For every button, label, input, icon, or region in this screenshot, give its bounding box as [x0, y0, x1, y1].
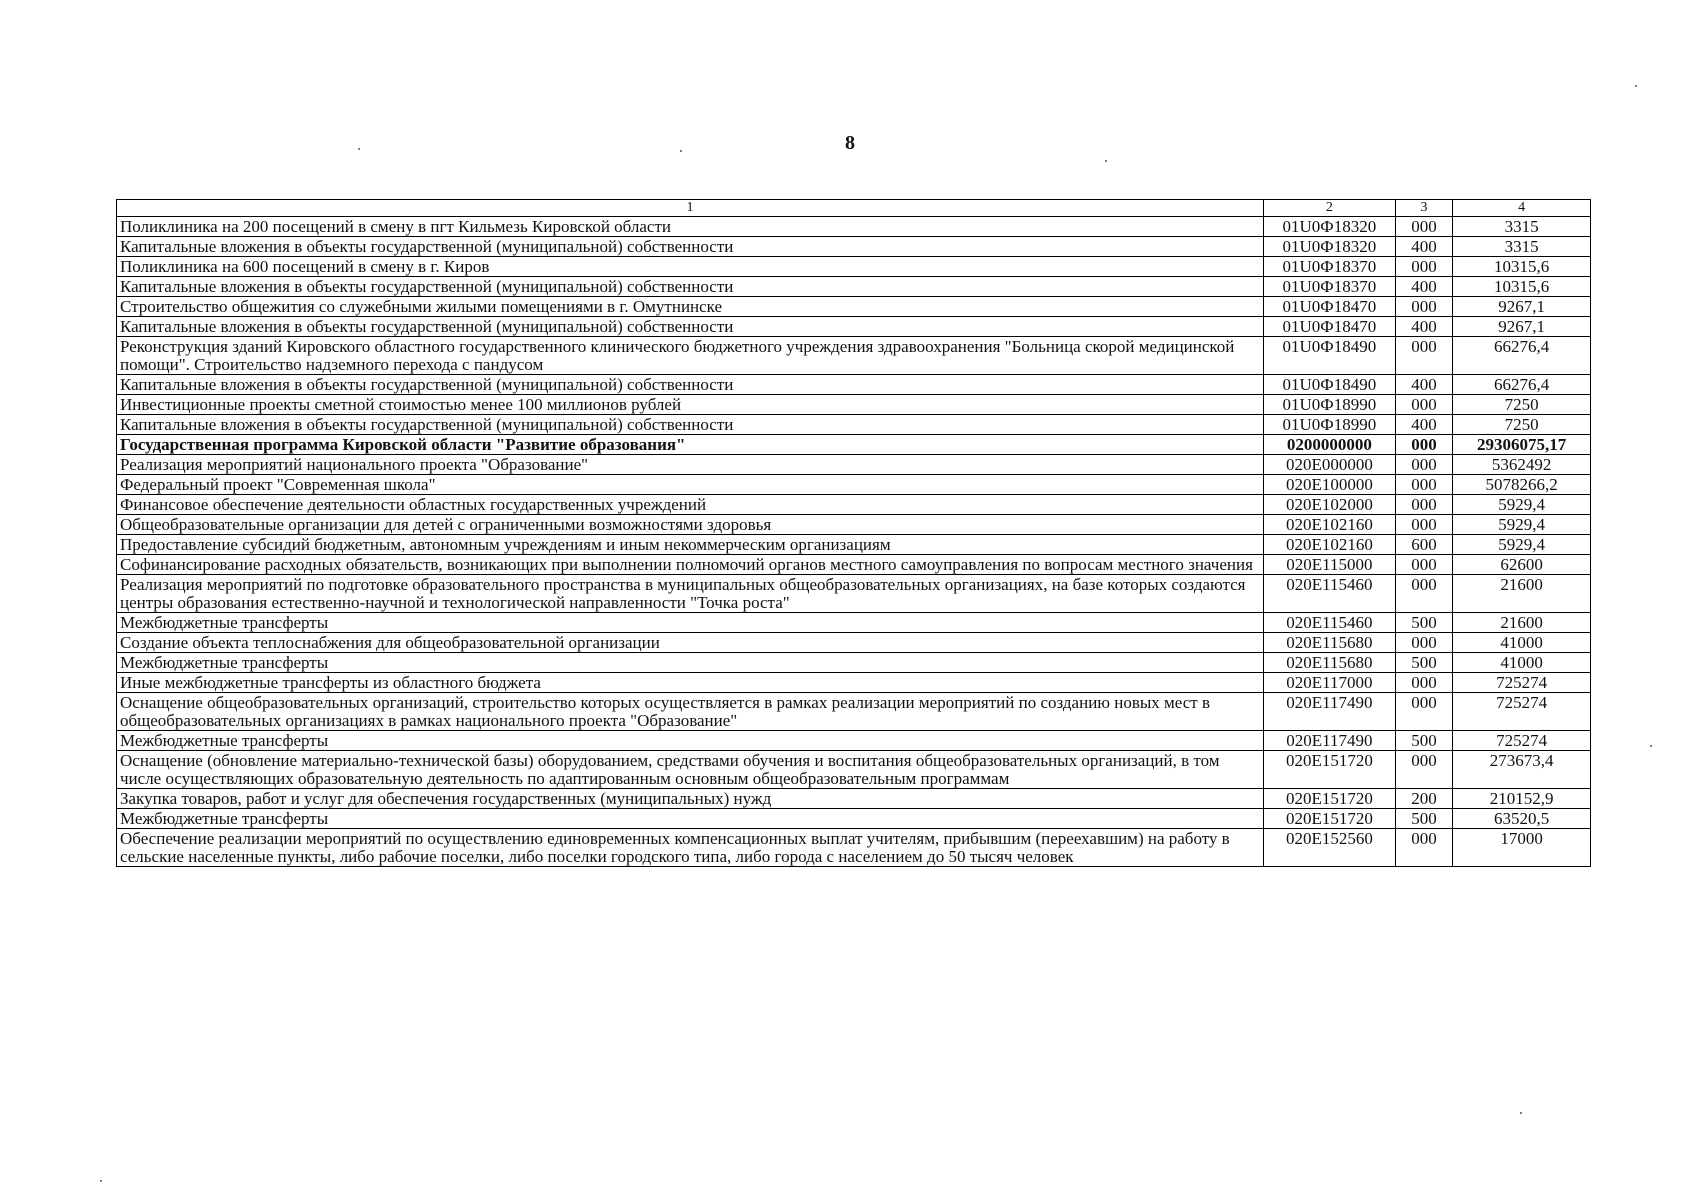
- table-row: [117, 317, 1591, 337]
- page-number: 8: [845, 132, 855, 154]
- row-amount: 41000: [1453, 653, 1591, 673]
- row-type-code: 500: [1395, 809, 1452, 829]
- table-row: [117, 415, 1591, 435]
- row-amount: 21600: [1453, 575, 1591, 613]
- table-row: [117, 455, 1591, 475]
- row-amount: 62600: [1453, 555, 1591, 575]
- row-amount: 5078266,2: [1453, 475, 1591, 495]
- row-code: 020E151720: [1264, 789, 1396, 809]
- scan-speck: [358, 148, 360, 150]
- row-amount: 5929,4: [1453, 495, 1591, 515]
- table-row: [117, 673, 1591, 693]
- row-code: 020E115460: [1264, 613, 1396, 633]
- row-name: Создание объекта теплоснабжения для общеобразовательной организации: [117, 633, 1264, 653]
- row-code: 020E152560: [1264, 829, 1396, 867]
- row-name: Общеобразовательные организации для детей с ограниченными возможностями здоровья: [117, 515, 1264, 535]
- row-code: 01U0Ф18490: [1264, 337, 1396, 375]
- row-name: Обеспечение реализации мероприятий по осуществлению единовременных компенсационных выплат учителям, прибывшим (переехавшим) на работу в сельские населенные пункты, либо рабочие поселки, либо поселки городского типа, либо города с населением до 50 тысяч человек: [117, 829, 1264, 867]
- row-type-code: 000: [1395, 455, 1452, 475]
- scan-speck: [1635, 85, 1637, 87]
- row-amount: 725274: [1453, 731, 1591, 751]
- row-type-code: 400: [1395, 375, 1452, 395]
- table-row: [117, 375, 1591, 395]
- row-amount: 29306075,17: [1453, 435, 1591, 455]
- table-row: [117, 277, 1591, 297]
- row-name: Софинансирование расходных обязательств, возникающих при выполнении полномочий органов местного самоуправления по вопросам местного значения: [117, 555, 1264, 575]
- row-amount: 5929,4: [1453, 535, 1591, 555]
- row-type-code: 500: [1395, 653, 1452, 673]
- table-row: [117, 575, 1591, 613]
- row-amount: 41000: [1453, 633, 1591, 653]
- row-code: 01U0Ф18320: [1264, 237, 1396, 257]
- table-header-row: [117, 200, 1591, 217]
- row-type-code: 000: [1395, 751, 1452, 789]
- row-code: 020E115680: [1264, 653, 1396, 673]
- table-row: [117, 297, 1591, 317]
- row-type-code: 000: [1395, 555, 1452, 575]
- row-amount: 21600: [1453, 613, 1591, 633]
- table-row: [117, 257, 1591, 277]
- table-row: [117, 555, 1591, 575]
- table-row: [117, 435, 1591, 455]
- row-type-code: 000: [1395, 515, 1452, 535]
- row-code: 020E117490: [1264, 731, 1396, 751]
- row-amount: 10315,6: [1453, 257, 1591, 277]
- table-row: [117, 495, 1591, 515]
- row-type-code: 000: [1395, 495, 1452, 515]
- row-code: 020E117490: [1264, 693, 1396, 731]
- row-type-code: 000: [1395, 337, 1452, 375]
- row-code: 020E100000: [1264, 475, 1396, 495]
- row-name: Поликлиника на 200 посещений в смену в пгт Кильмезь Кировской области: [117, 217, 1264, 237]
- row-type-code: 000: [1395, 673, 1452, 693]
- row-amount: 10315,6: [1453, 277, 1591, 297]
- row-name: Реализация мероприятий национального проекта "Образование": [117, 455, 1264, 475]
- row-name: Капитальные вложения в объекты государственной (муниципальной) собственности: [117, 277, 1264, 297]
- row-code: 020E000000: [1264, 455, 1396, 475]
- row-amount: 5929,4: [1453, 515, 1591, 535]
- table-row: [117, 809, 1591, 829]
- row-code: 01U0Ф18370: [1264, 277, 1396, 297]
- row-type-code: 400: [1395, 317, 1452, 337]
- row-code: 01U0Ф18490: [1264, 375, 1396, 395]
- row-code: 020E102000: [1264, 495, 1396, 515]
- header-col-2: 2: [1264, 200, 1396, 217]
- row-amount: 9267,1: [1453, 297, 1591, 317]
- row-name: Межбюджетные трансферты: [117, 653, 1264, 673]
- table-row: [117, 829, 1591, 867]
- table-row: [117, 337, 1591, 375]
- row-name: Капитальные вложения в объекты государственной (муниципальной) собственности: [117, 317, 1264, 337]
- row-name: Оснащение общеобразовательных организаций, строительство которых осуществляется в рамках реализации мероприятий по созданию новых мест в общеобразовательных организациях в рамках национального проекта "Образование": [117, 693, 1264, 731]
- row-type-code: 000: [1395, 575, 1452, 613]
- row-name: Межбюджетные трансферты: [117, 613, 1264, 633]
- row-code: 01U0Ф18370: [1264, 257, 1396, 277]
- row-name: Капитальные вложения в объекты государственной (муниципальной) собственности: [117, 375, 1264, 395]
- row-amount: 725274: [1453, 673, 1591, 693]
- row-type-code: 000: [1395, 693, 1452, 731]
- row-amount: 5362492: [1453, 455, 1591, 475]
- row-name: Межбюджетные трансферты: [117, 731, 1264, 751]
- row-name: Закупка товаров, работ и услуг для обеспечения государственных (муниципальных) нужд: [117, 789, 1264, 809]
- row-type-code: 000: [1395, 395, 1452, 415]
- row-type-code: 600: [1395, 535, 1452, 555]
- row-code: 020E102160: [1264, 535, 1396, 555]
- table-row: [117, 693, 1591, 731]
- row-amount: 63520,5: [1453, 809, 1591, 829]
- row-code: 01U0Ф18470: [1264, 317, 1396, 337]
- row-type-code: 000: [1395, 257, 1452, 277]
- table-row: [117, 731, 1591, 751]
- table-row: [117, 535, 1591, 555]
- row-type-code: 400: [1395, 277, 1452, 297]
- row-name: Реализация мероприятий по подготовке образовательного пространства в муниципальных общеобразовательных организациях, на базе которых создаются центры образования естественно-научной и технологической направленности "Точка роста": [117, 575, 1264, 613]
- row-code: 020E115460: [1264, 575, 1396, 613]
- scan-speck: [1520, 1112, 1522, 1114]
- table-row: [117, 633, 1591, 653]
- table-row: [117, 217, 1591, 237]
- row-name: Капитальные вложения в объекты государственной (муниципальной) собственности: [117, 237, 1264, 257]
- row-type-code: 500: [1395, 731, 1452, 751]
- row-code: 020E102160: [1264, 515, 1396, 535]
- row-name: Федеральный проект "Современная школа": [117, 475, 1264, 495]
- row-code: 01U0Ф18320: [1264, 217, 1396, 237]
- row-code: 020E115680: [1264, 633, 1396, 653]
- row-name: Предоставление субсидий бюджетным, автономным учреждениям и иным некоммерческим организациям: [117, 535, 1264, 555]
- row-type-code: 000: [1395, 217, 1452, 237]
- scan-speck: [1105, 160, 1107, 162]
- row-code: 0200000000: [1264, 435, 1396, 455]
- table-row: [117, 751, 1591, 789]
- row-amount: 7250: [1453, 395, 1591, 415]
- row-amount: 66276,4: [1453, 337, 1591, 375]
- row-type-code: 000: [1395, 475, 1452, 495]
- row-code: 020E115000: [1264, 555, 1396, 575]
- row-name: Реконструкция зданий Кировского областного государственного клинического бюджетного учреждения здравоохранения "Больница скорой медицинской помощи". Строительство надземного перехода с пандусом: [117, 337, 1264, 375]
- row-name: Иные межбюджетные трансферты из областного бюджета: [117, 673, 1264, 693]
- row-name: Поликлиника на 600 посещений в смену в г. Киров: [117, 257, 1264, 277]
- row-type-code: 000: [1395, 297, 1452, 317]
- row-type-code: 400: [1395, 415, 1452, 435]
- row-type-code: 000: [1395, 633, 1452, 653]
- row-amount: 66276,4: [1453, 375, 1591, 395]
- header-col-1: 1: [117, 200, 1264, 217]
- row-code: 01U0Ф18990: [1264, 415, 1396, 435]
- row-name: Оснащение (обновление материально-технической базы) оборудованием, средствами обучения и воспитания общеобразовательных организаций, в том числе осуществляющих образовательную деятельность по адаптированным основным общеобразовательным программам: [117, 751, 1264, 789]
- row-amount: 7250: [1453, 415, 1591, 435]
- row-amount: 9267,1: [1453, 317, 1591, 337]
- row-type-code: 500: [1395, 613, 1452, 633]
- row-name: Межбюджетные трансферты: [117, 809, 1264, 829]
- scan-speck: [680, 150, 682, 152]
- table-row: [117, 515, 1591, 535]
- row-amount: 3315: [1453, 237, 1591, 257]
- row-name: Капитальные вложения в объекты государственной (муниципальной) собственности: [117, 415, 1264, 435]
- row-type-code: 000: [1395, 829, 1452, 867]
- scan-speck: [1650, 745, 1652, 747]
- scan-speck: [100, 1180, 102, 1182]
- table-row: [117, 613, 1591, 633]
- table-body: [117, 217, 1591, 867]
- budget-table: [116, 199, 1591, 867]
- row-name: Финансовое обеспечение деятельности областных государственных учреждений: [117, 495, 1264, 515]
- header-col-3: 3: [1395, 200, 1452, 217]
- table-row: [117, 395, 1591, 415]
- table-row: [117, 653, 1591, 673]
- row-code: 020E151720: [1264, 751, 1396, 789]
- row-name: Государственная программа Кировской области "Развитие образования": [117, 435, 1264, 455]
- table-row: [117, 237, 1591, 257]
- row-amount: 725274: [1453, 693, 1591, 731]
- row-code: 020E151720: [1264, 809, 1396, 829]
- row-amount: 3315: [1453, 217, 1591, 237]
- row-code: 01U0Ф18470: [1264, 297, 1396, 317]
- row-amount: 273673,4: [1453, 751, 1591, 789]
- row-code: 01U0Ф18990: [1264, 395, 1396, 415]
- header-col-4: 4: [1453, 200, 1591, 217]
- row-amount: 210152,9: [1453, 789, 1591, 809]
- row-type-code: 200: [1395, 789, 1452, 809]
- row-amount: 17000: [1453, 829, 1591, 867]
- table-row: [117, 789, 1591, 809]
- row-name: Строительство общежития со служебными жилыми помещениями в г. Омутнинске: [117, 297, 1264, 317]
- row-type-code: 000: [1395, 435, 1452, 455]
- row-type-code: 400: [1395, 237, 1452, 257]
- table-row: [117, 475, 1591, 495]
- row-code: 020E117000: [1264, 673, 1396, 693]
- row-name: Инвестиционные проекты сметной стоимостью менее 100 миллионов рублей: [117, 395, 1264, 415]
